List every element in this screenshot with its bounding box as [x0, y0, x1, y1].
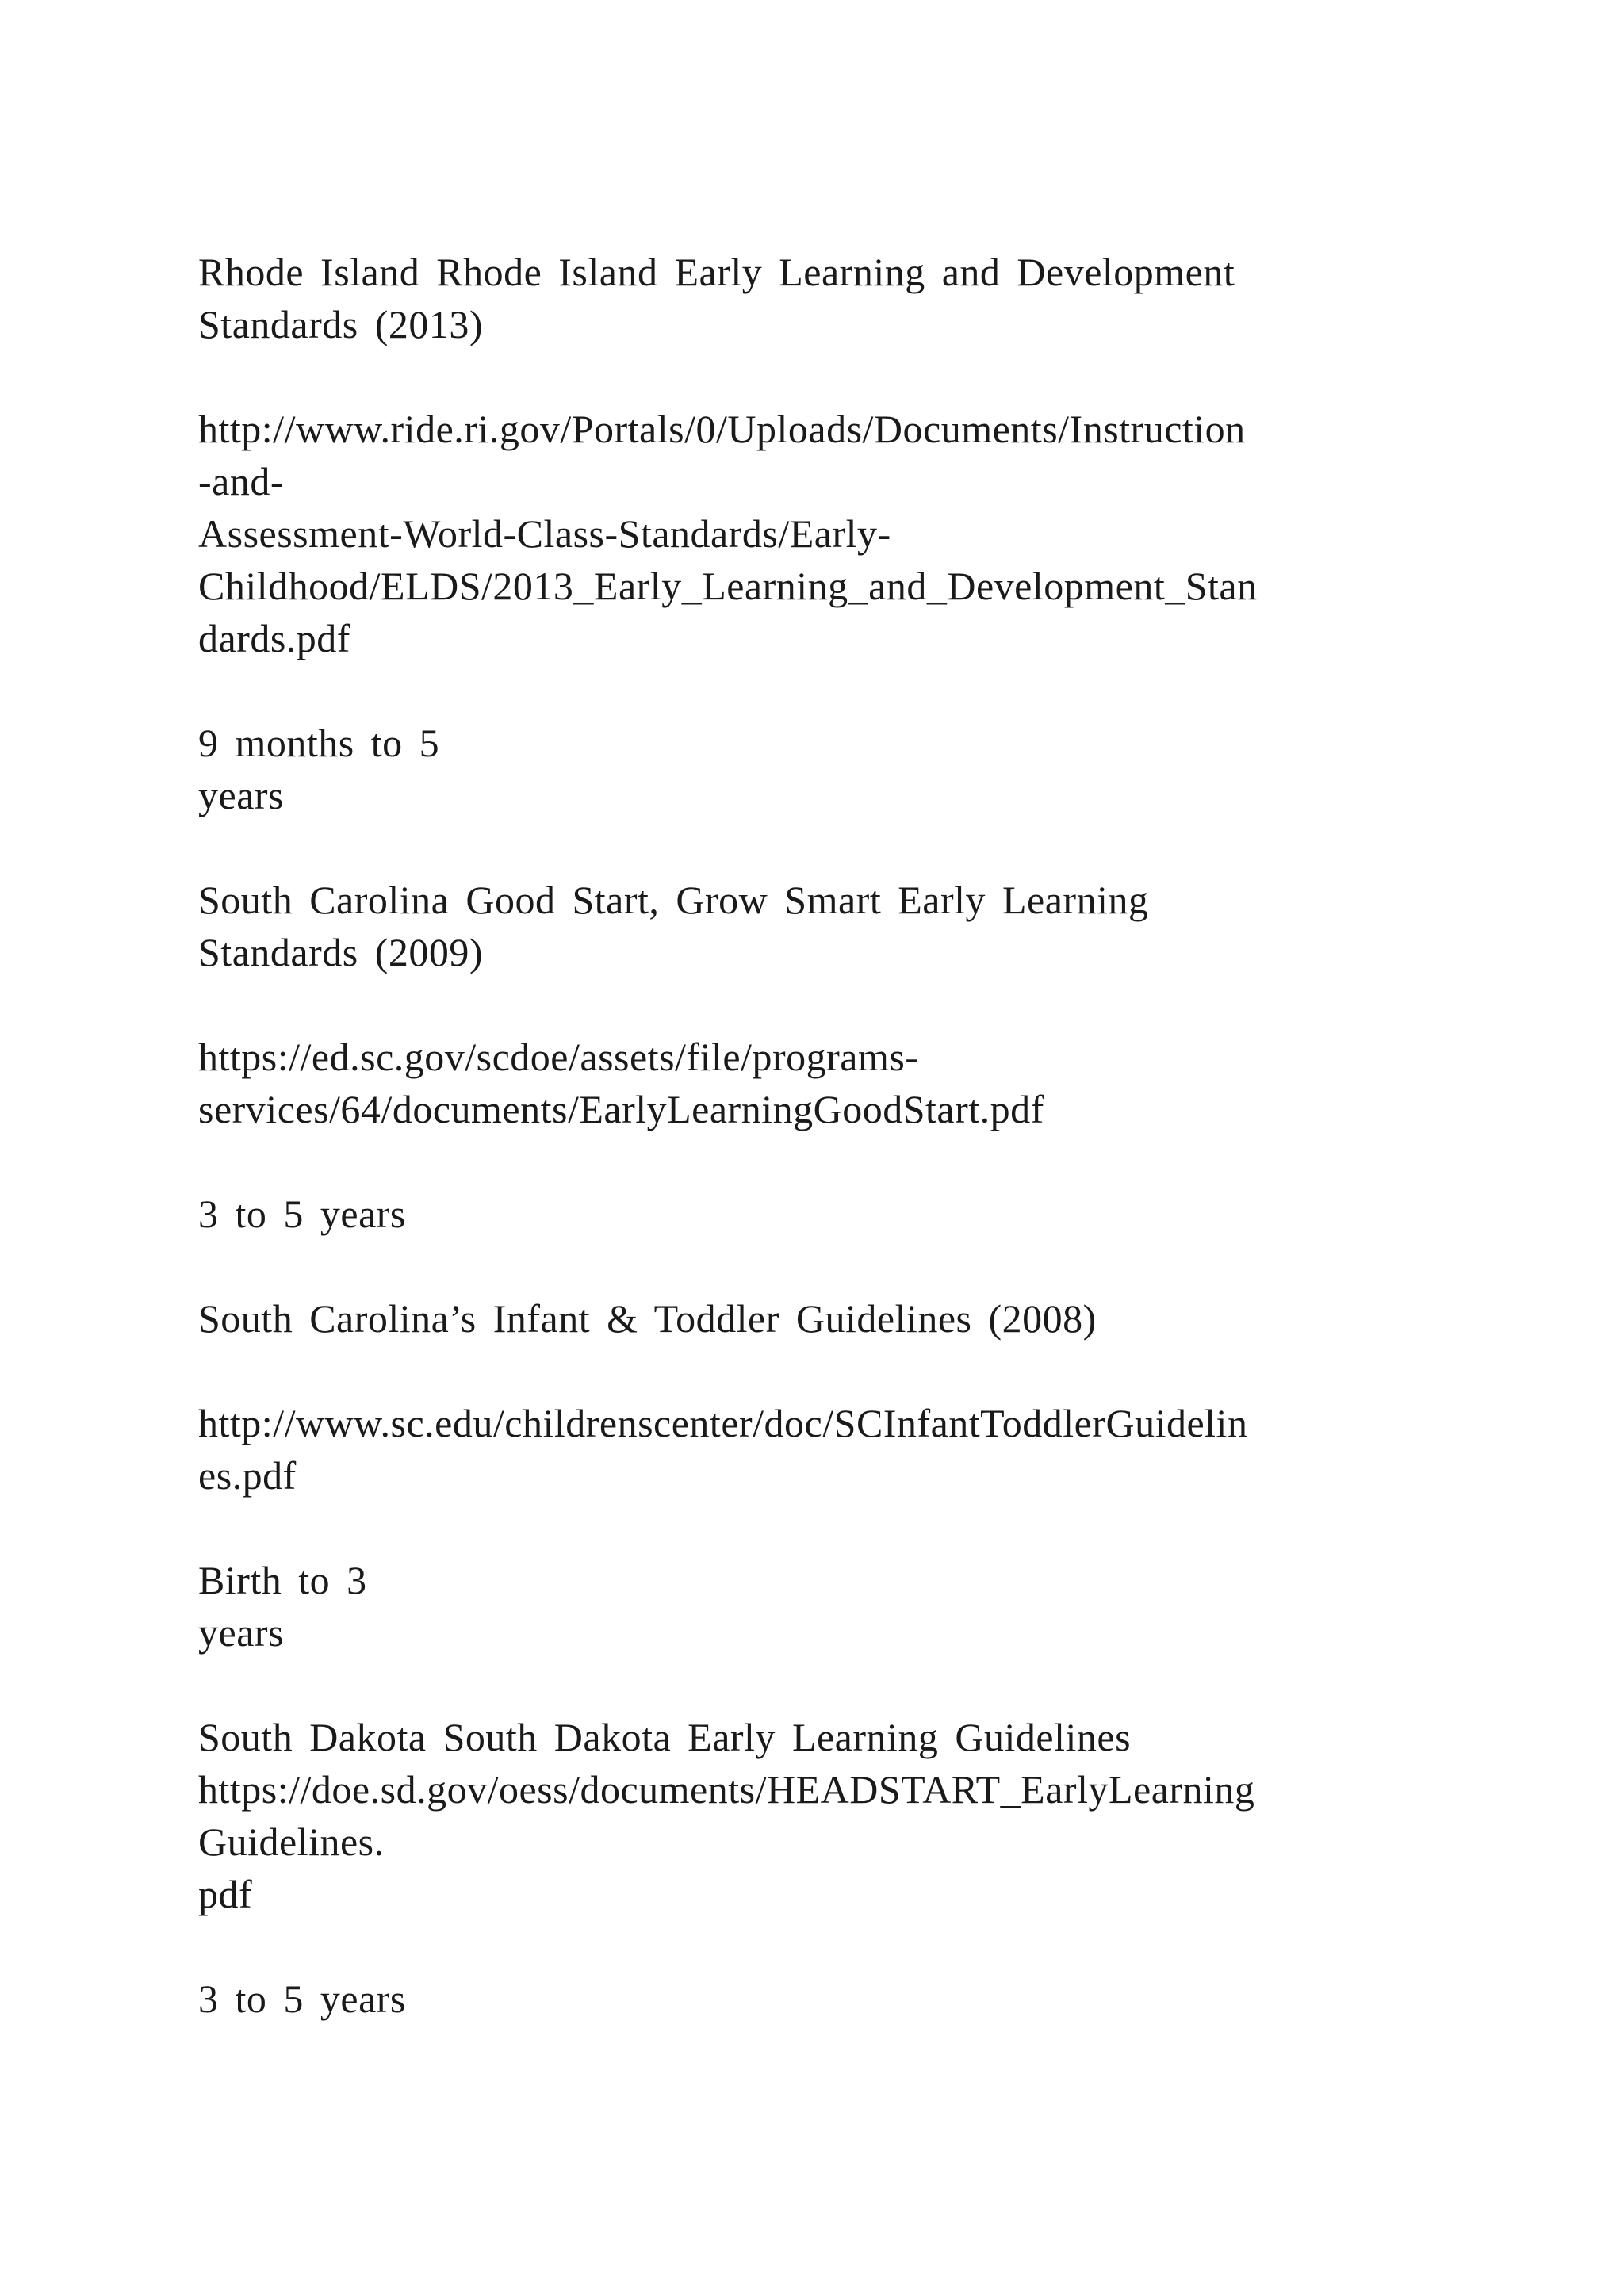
state-entry-south-carolina [198, 874, 1435, 978]
text-line: years [198, 1610, 284, 1655]
age-range-rhode-island [198, 717, 1435, 821]
text-line: Guidelines. [198, 1820, 385, 1864]
state-entry-south-carolina-infant-toddler [198, 1292, 1435, 1345]
age-range-south-dakota [198, 1973, 1435, 2025]
text-line: South Carolina Good Start, Grow Smart Early Learning [198, 878, 1149, 922]
document-body [198, 246, 1435, 2077]
state-entry-rhode-island [198, 246, 1435, 350]
text-line: pdf [198, 1872, 253, 1916]
text-line: services/64/documents/EarlyLearningGoodStart.pdf [198, 1087, 1044, 1131]
text-line: 3 to 5 years [198, 1976, 406, 2021]
text-line: dards.pdf [198, 616, 350, 660]
text-line: South Carolina’s Infant & Toddler Guidelines (2008) [198, 1296, 1097, 1341]
url-south-carolina-good-start [198, 1031, 1435, 1135]
text-line: es.pdf [198, 1453, 297, 1498]
text-line: Childhood/ELDS/2013_Early_Learning_and_Development_Stan [198, 564, 1258, 608]
text-line: Standards (2009) [198, 930, 483, 974]
text-line: Birth to 3 [198, 1558, 367, 1602]
text-line: years [198, 773, 284, 817]
text-line: Standards (2013) [198, 302, 483, 346]
text-line: Assessment-World-Class-Standards/Early- [198, 511, 891, 556]
text-line: -and- [198, 459, 284, 503]
text-line: http://www.ride.ri.gov/Portals/0/Uploads/Documents/Instruction [198, 407, 1246, 451]
url-south-carolina-infant-toddler [198, 1397, 1435, 1502]
text-line: http://www.sc.edu/childrenscenter/doc/SCInfantToddlerGuidelin [198, 1401, 1248, 1445]
age-range-south-carolina-infant-toddler [198, 1554, 1435, 1659]
url-rhode-island [198, 403, 1435, 664]
text-line: https://ed.sc.gov/scdoe/assets/file/programs- [198, 1035, 919, 1079]
state-entry-south-dakota [198, 1711, 1435, 1920]
text-line: 9 months to 5 [198, 721, 440, 765]
age-range-south-carolina-good-start [198, 1188, 1435, 1240]
text-line: https://doe.sd.gov/oess/documents/HEADSTART_EarlyLearning [198, 1767, 1255, 1812]
text-line: Rhode Island Rhode Island Early Learning and Development [198, 250, 1235, 294]
text-line: South Dakota South Dakota Early Learning Guidelines [198, 1715, 1132, 1759]
text-line: 3 to 5 years [198, 1192, 406, 1236]
